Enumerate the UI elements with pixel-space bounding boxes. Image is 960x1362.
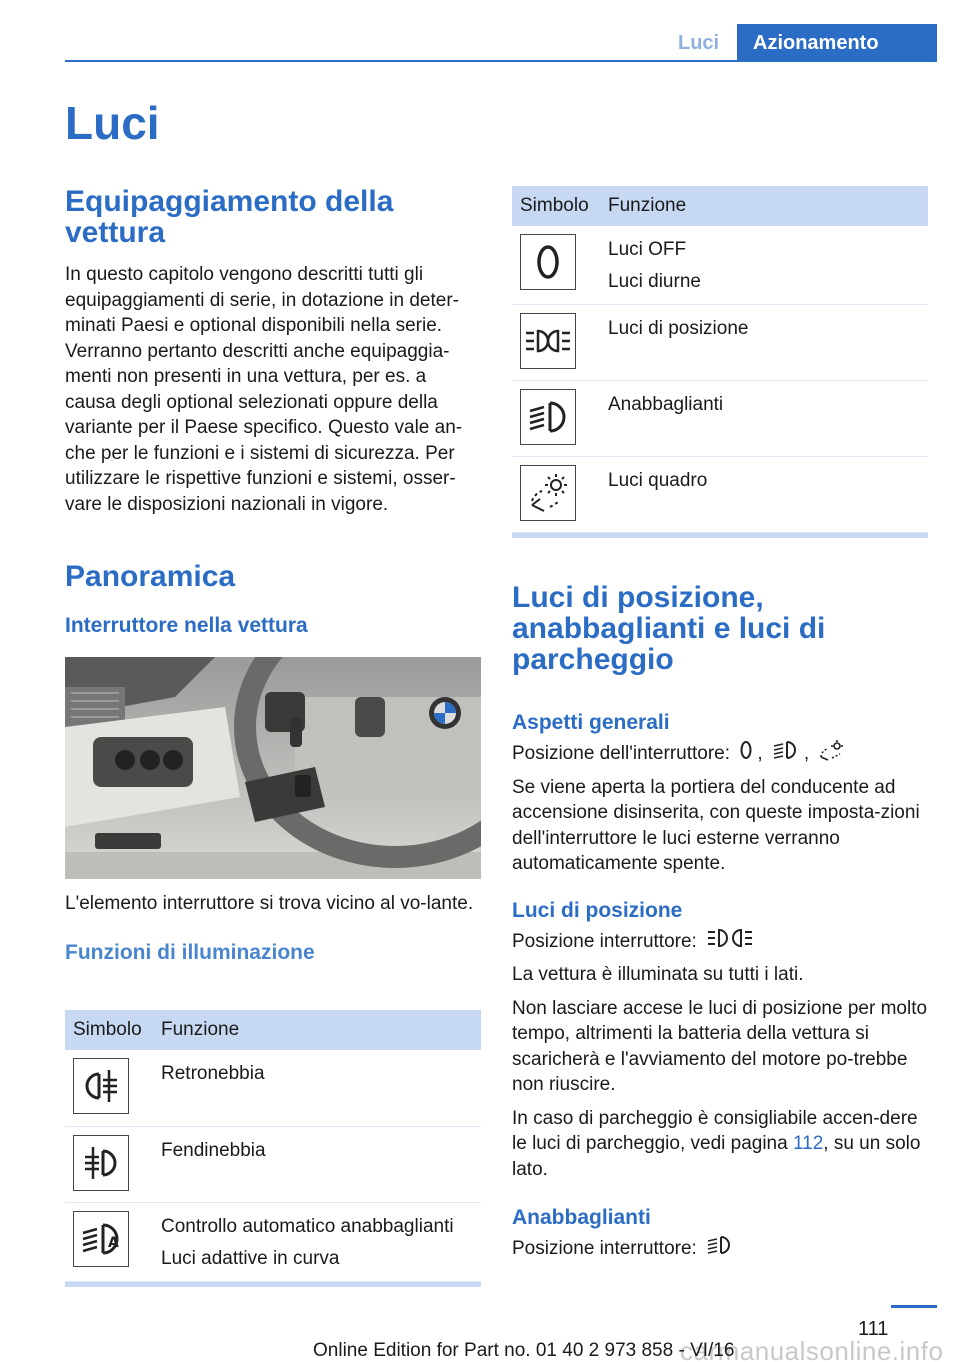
col-header-symbol: Simbolo	[512, 186, 600, 226]
svg-text:A: A	[108, 1234, 119, 1251]
general-switch-label: Posizione dell'interruttore:	[512, 742, 731, 764]
zero-position-icon	[520, 234, 576, 290]
positions-section	[512, 582, 928, 1264]
instrument-light-icon	[520, 465, 576, 521]
dashboard-photo-image	[65, 657, 481, 879]
watermark: carmanualsonline.info	[680, 1336, 944, 1362]
overview-caption: L'elemento interruttore si trova vicino al vo-lante.	[65, 893, 474, 914]
auto-headlight-icon	[73, 1211, 129, 1267]
parking-p3	[512, 1106, 928, 1183]
general-heading: Aspetti generali	[512, 711, 670, 734]
table-row	[65, 1050, 481, 1126]
col-header-function: Funzione	[153, 1010, 481, 1050]
table-row	[512, 457, 928, 533]
page-title: Luci	[65, 97, 160, 149]
header-rule	[65, 60, 937, 62]
parking-heading: Luci di posizione	[512, 898, 683, 922]
function-table	[65, 1010, 481, 1282]
low-beam-icon	[706, 1234, 734, 1264]
header-tab: Azionamento	[737, 24, 937, 62]
lowbeam-switch-line	[512, 1234, 928, 1264]
parking-switch-line	[512, 927, 928, 957]
front-fog-light-icon	[73, 1135, 129, 1191]
function-label: Luci adattive in curva	[161, 1247, 340, 1269]
parking-p1: La vettura è illuminata su tutti i lati.	[512, 964, 804, 985]
parking-p3-tail: , su un solo lato.	[512, 1133, 921, 1180]
equip-section	[65, 186, 481, 517]
table-end-rule	[512, 533, 928, 538]
lighting-table-right	[512, 186, 928, 538]
parking-switch-label: Posizione interruttore:	[512, 930, 697, 952]
dashboard-photo	[65, 657, 481, 879]
function-label: Controllo automatico anabbaglianti	[161, 1215, 454, 1237]
table-row	[512, 305, 928, 381]
overview-caption-block	[65, 891, 481, 965]
overview-heading: Panoramica	[65, 560, 236, 593]
function-label: Luci OFF	[608, 239, 687, 260]
page-number: 111	[858, 1318, 889, 1340]
equip-heading: Equipaggiamento della vettura	[65, 185, 394, 249]
zero-position-icon	[739, 739, 753, 769]
col-header-symbol: Simbolo	[65, 1010, 153, 1050]
function-label: Fendinebbia	[161, 1139, 266, 1161]
parking-light-icon	[706, 927, 754, 957]
header-section: Luci	[678, 32, 720, 54]
rear-fog-light-icon	[73, 1058, 129, 1114]
function-label: Retronebbia	[161, 1063, 265, 1084]
low-beam-icon	[520, 389, 576, 445]
functions-heading: Funzioni di illuminazione	[65, 940, 315, 964]
table-row	[512, 226, 928, 305]
footer-rule	[891, 1305, 937, 1308]
page-link[interactable]: 112	[792, 1133, 824, 1154]
lowbeam-heading: Anabbaglianti	[512, 1206, 651, 1229]
positions-heading: Luci di posizione, anabbaglianti e luci di parcheggio	[512, 581, 826, 676]
separator: ,	[803, 742, 810, 764]
function-label: Luci diurne	[608, 271, 701, 292]
function-label: Luci di posizione	[608, 318, 749, 339]
overview-subheading: Interruttore nella vettura	[65, 614, 308, 637]
general-paragraph: Se viene aperta la portiera del conducente ad accensione disinserita, con queste imposta-zioni dell'interruttore le luci esterne verranno automaticamente spente.	[512, 776, 920, 874]
col-header-function: Funzione	[600, 186, 928, 226]
function-label: Anabbaglianti	[608, 394, 724, 415]
function-label: Luci quadro	[608, 470, 708, 491]
overview-section	[65, 561, 481, 638]
parking-light-icon	[520, 313, 576, 369]
general-switch-line	[512, 739, 928, 769]
equip-paragraph: In questo capitolo vengono descritti tutti gli equipaggiamenti di serie, in dotazione in deter-minati Paesi e optional disponibili nella serie. Verranno pertanto descritti anche equipaggia-menti non presenti in una vettura, per es. a causa degli optional selezionati oppure della variante per il Paese specifico. Questo vale an-che per le funzioni e i sistemi di sicurezza. Per utilizzare le rispettive funzioni e sistemi, osser-vare le disposizioni nazionali in vigore.	[65, 264, 463, 515]
function-table	[512, 186, 928, 533]
separator: ,	[757, 742, 763, 764]
edition-footer: Online Edition for Part no. 01 40 2 973 858 - VI/16	[313, 1340, 735, 1361]
lowbeam-switch-label: Posizione interruttore:	[512, 1237, 697, 1259]
parking-p3-text: In caso di parcheggio è consigliabile accen-dere le luci di parcheggio, vedi pagina	[512, 1107, 918, 1154]
lighting-table-left	[65, 1010, 481, 1287]
table-end-rule	[65, 1282, 481, 1287]
table-row	[512, 381, 928, 457]
low-beam-icon	[772, 739, 800, 769]
parking-p2: Non lasciare accese le luci di posizione per molto tempo, altrimenti la batteria della vettura si scaricherà e l'avviamento del motore po-trebbe non riuscire.	[512, 997, 928, 1095]
table-row	[65, 1202, 481, 1281]
table-row	[65, 1126, 481, 1202]
instrument-light-icon	[818, 739, 846, 769]
